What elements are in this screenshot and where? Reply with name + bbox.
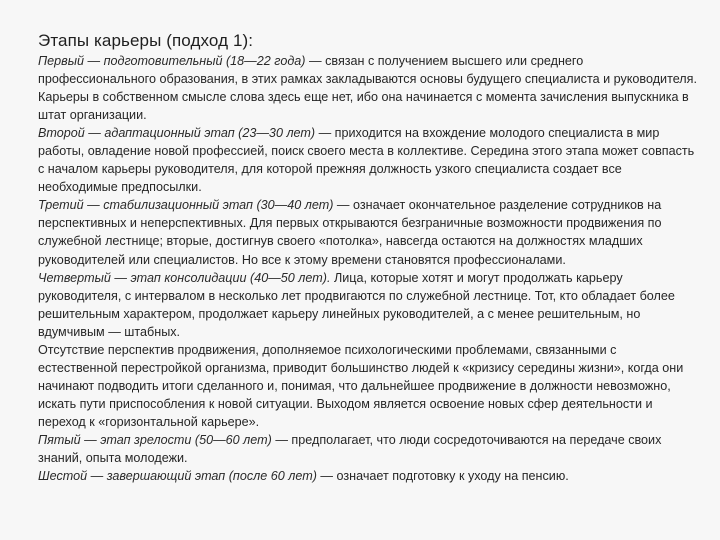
stage-paragraph-5 — [38, 431, 698, 467]
stage-lead: Второй — адаптационный этап (23—30 лет) — [38, 126, 316, 141]
stage-text: — означает подготовку к уходу на пенсию. — [316, 469, 569, 484]
stage-text: — приходится на вхождение молодого специалиста в мир работы, овладение новой профессией, поиск своего места в коллективе. Середина этого этапа может совпасть с началом карьеры руководителя, для которой прежняя должность узкого специалиста создает все необходимые предпосылки. — [38, 126, 695, 195]
stage-lead: Третий — стабилизационный этап (30—40 лет) — [38, 198, 334, 213]
stage-lead: Первый — подготовительный (18—22 года) — [38, 54, 306, 68]
stage-text: — предполагает, что люди сосредоточиваются на передаче своих знаний, опыта молодежи. — [38, 432, 662, 466]
stage-lead: Пятый — этап зрелости (50—60 лет) — [38, 432, 272, 447]
stage-text: — связан с получением высшего или среднего профессионального образования, в этих рамках закладываются основы будущего специалиста и руководителя. Карьеры в собственном смысле слова здесь еще нет, ибо она начинается с момента зачисления выпускника в штат организации. — [38, 54, 697, 123]
stage-paragraph-6 — [38, 467, 698, 485]
stage-paragraph-3 — [38, 196, 698, 268]
stage-paragraph-2 — [38, 124, 698, 196]
stage-lead: Шестой — завершающий этап (после 60 лет) — [38, 469, 317, 484]
paragraph-text: Отсутствие перспектив продвижения, дополняемое психологическими проблемами, связанными с естественной перестройкой организма, приводит большинство людей к «кризису середины жизни», когда они начинают подводить итоги сделанного и, понимая, что дальнейшее продвижение в должности невозможно, искать пути приспособления к новой ситуации. Выходом является освоение новых сфер деятельности и переход к «горизонтальной карьере». — [38, 342, 684, 429]
stage-text: Лица, которые хотят и могут продолжать карьеру руководителя, с интервалом в несколько лет продвигаются по служебной лестнице. Тот, кто обладает более решительным характером, продолжает карьеру линейных руководителей, а с менее решительным, но вдумчивым — штабных. — [38, 270, 675, 339]
stages-text — [38, 52, 698, 485]
stage-paragraph-4 — [38, 269, 698, 341]
stage-text: — означает окончательное разделение сотрудников на перспективных и неперспективных. Для первых открываются безграничные возможности продвижения по служебной лестнице; вторые, достигнув своего «потолка», навсегда остаются на должностях младших руководителей или специалистов. Но все к этому времени становятся профессионалами. — [38, 198, 662, 267]
stage-lead: Четвертый — этап консолидации (40—50 лет). — [38, 270, 331, 285]
page-title: Этапы карьеры (подход 1): — [38, 31, 254, 50]
midlife-crisis-paragraph — [38, 341, 698, 431]
stage-paragraph-1 — [38, 52, 698, 124]
